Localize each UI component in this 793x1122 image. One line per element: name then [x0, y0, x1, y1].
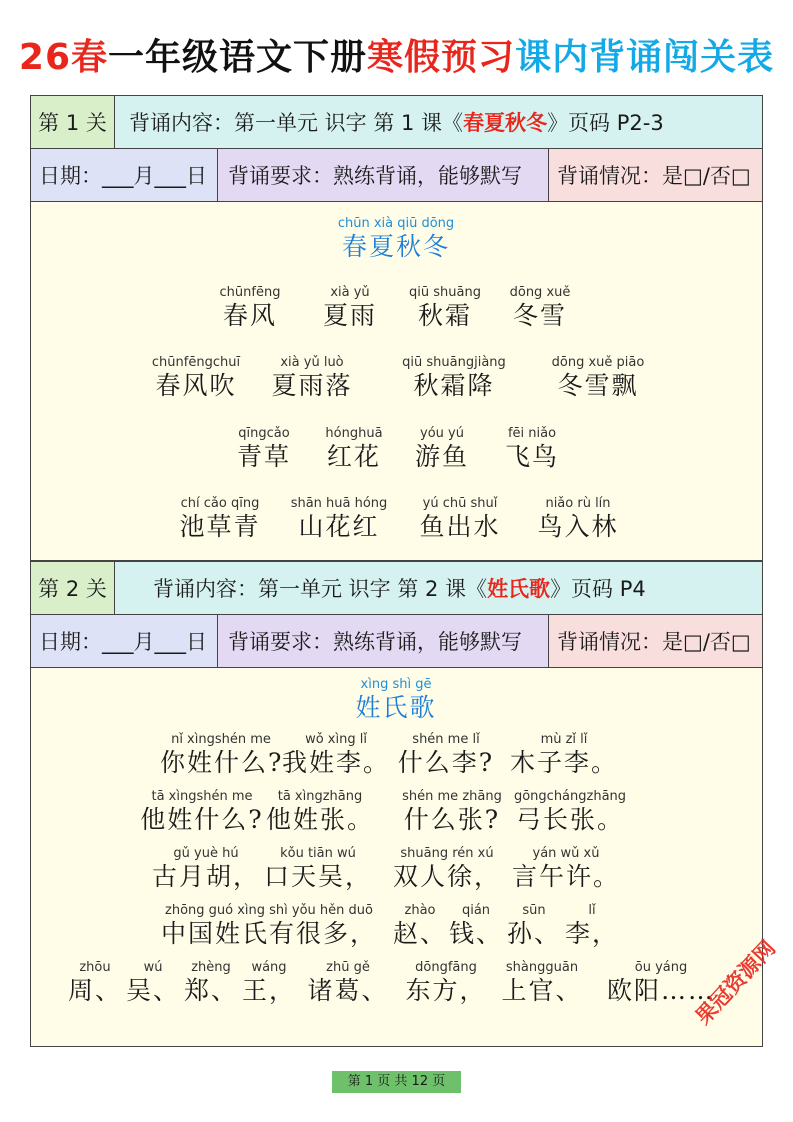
level-1-header-row — [30, 95, 763, 149]
poem-word: xià yǔ 夏雨 — [322, 285, 377, 330]
level-2-header-row — [30, 561, 763, 615]
poem-word: niǎo rù lín 鸟入林 — [537, 496, 619, 541]
poem-word: yú chū shuǐ 鱼出水 — [419, 496, 501, 541]
poem-word: wú 吴、 — [125, 960, 180, 1005]
poem-word: zhào 赵、 — [392, 903, 447, 948]
poem-word: chí cǎo qīng 池草青 — [179, 496, 261, 541]
poem-word: dōng xuě piāo 冬雪飘 — [551, 355, 645, 400]
poem-word: zhū gě 诸葛、 — [307, 960, 389, 1005]
poem-word: wǒ xìng lǐ 我姓李。 — [281, 732, 390, 777]
poem-word: gōngchángzhāng 弓长张。 — [513, 789, 627, 834]
poem-word: kǒu tiān wú 口天吴， — [263, 846, 372, 891]
poem-word: chūnfēngchuī 春风吹 — [151, 355, 241, 400]
poem-word: tā xìngshén me 他姓什么? — [140, 789, 264, 834]
level-1-info-row — [30, 148, 763, 202]
level-1-content-suffix: 》页码 P2-3 — [547, 111, 664, 135]
page-indicator: 第 1 页 共 12 页 — [332, 1071, 461, 1093]
poem-word: yán wǔ xǔ 言午许。 — [511, 846, 620, 891]
poem-word: qiū shuāng 秋霜 — [409, 285, 481, 330]
watermark: 果冠资源网 — [690, 935, 781, 1030]
level-1-label: 第 1 关 — [31, 96, 114, 148]
poem-word: shān huā hóng 山花红 — [290, 496, 388, 541]
level-2-status-checkbox[interactable]: 背诵情况：是□/否□ — [548, 615, 762, 667]
level-1-date-field[interactable]: 日期：___月___日 — [31, 149, 217, 201]
level-1-requirement: 背诵要求：熟练背诵，能够默写 — [217, 149, 548, 201]
title-grade: 一年级语文下册 — [108, 37, 368, 78]
poem-word: xià yǔ luò 夏雨落 — [271, 355, 353, 400]
poem-word: lǐ 李， — [564, 903, 619, 948]
page-title — [0, 32, 793, 84]
poem-word: yóu yú 游鱼 — [414, 426, 469, 471]
level-2-date-field[interactable]: 日期：___月___日 — [31, 615, 217, 667]
poem-2-title: xìng shì gē 姓氏歌 — [355, 677, 437, 722]
poem-1-title: chūn xià qiū dōng 春夏秋冬 — [337, 216, 455, 261]
level-1-status-checkbox[interactable]: 背诵情况：是□/否□ — [548, 149, 762, 201]
poem-word: shuāng rén xú 双人徐， — [392, 846, 501, 891]
poem-word: qīngcǎo 青草 — [236, 426, 291, 471]
poem-word: zhōng guó xìng shì yǒu hěn duō 中国姓氏有很多， — [160, 903, 377, 948]
level-2-label: 第 2 关 — [31, 562, 114, 614]
poem-word: sūn 孙、 — [506, 903, 561, 948]
poem-word: wáng 王， — [241, 960, 296, 1005]
poem-word: dōng xuě 冬雪 — [509, 285, 571, 330]
title-preview: 寒假预习 — [367, 37, 516, 78]
poem-word: tā xìngzhāng 他姓张。 — [265, 789, 374, 834]
poem-word: zhōu 周、 — [67, 960, 122, 1005]
level-2-content-prefix: 背诵内容：第一单元 识字 第 2 课《 — [153, 577, 488, 601]
level-2-requirement: 背诵要求：熟练背诵，能够默写 — [217, 615, 548, 667]
title-year: 26 — [18, 37, 72, 78]
poem-word: shàngguān 上官、 — [501, 960, 583, 1005]
level-2-content — [114, 562, 762, 614]
level-2-info-row — [30, 614, 763, 668]
poem-word: zhèng 郑、 — [183, 960, 238, 1005]
level-1-content — [114, 96, 762, 148]
poem-word: shén me lǐ 什么李? — [397, 732, 495, 777]
poem-word: chūnfēng 春风 — [219, 285, 281, 330]
poem-word: qiū shuāngjiàng 秋霜降 — [402, 355, 506, 400]
poem-word: ōu yáng 欧阳…… — [606, 960, 715, 1005]
title-checklist: 课内背诵闯关表 — [515, 37, 775, 78]
poem-word: hónghuā 红花 — [325, 426, 383, 471]
poem-word: fēi niǎo 飞鸟 — [504, 426, 559, 471]
poem-word: qián 钱、 — [448, 903, 503, 948]
poem-word: nǐ xìngshén me 你姓什么? — [160, 732, 284, 777]
level-2-lesson-name: 姓氏歌 — [487, 577, 551, 601]
level-1-lesson-name: 春夏秋冬 — [463, 111, 548, 135]
level-2-content-suffix: 》页码 P4 — [550, 577, 646, 601]
poem-word: gǔ yuè hú 古月胡， — [151, 846, 260, 891]
level-1-content-prefix: 背诵内容：第一单元 识字 第 1 课《 — [129, 111, 464, 135]
poem-word: mù zǐ lǐ 木子李。 — [509, 732, 618, 777]
title-season: 春 — [71, 37, 109, 78]
poem-word: shén me zhāng 什么张? — [402, 789, 502, 834]
poem-word: dōngfāng 东方， — [405, 960, 487, 1005]
